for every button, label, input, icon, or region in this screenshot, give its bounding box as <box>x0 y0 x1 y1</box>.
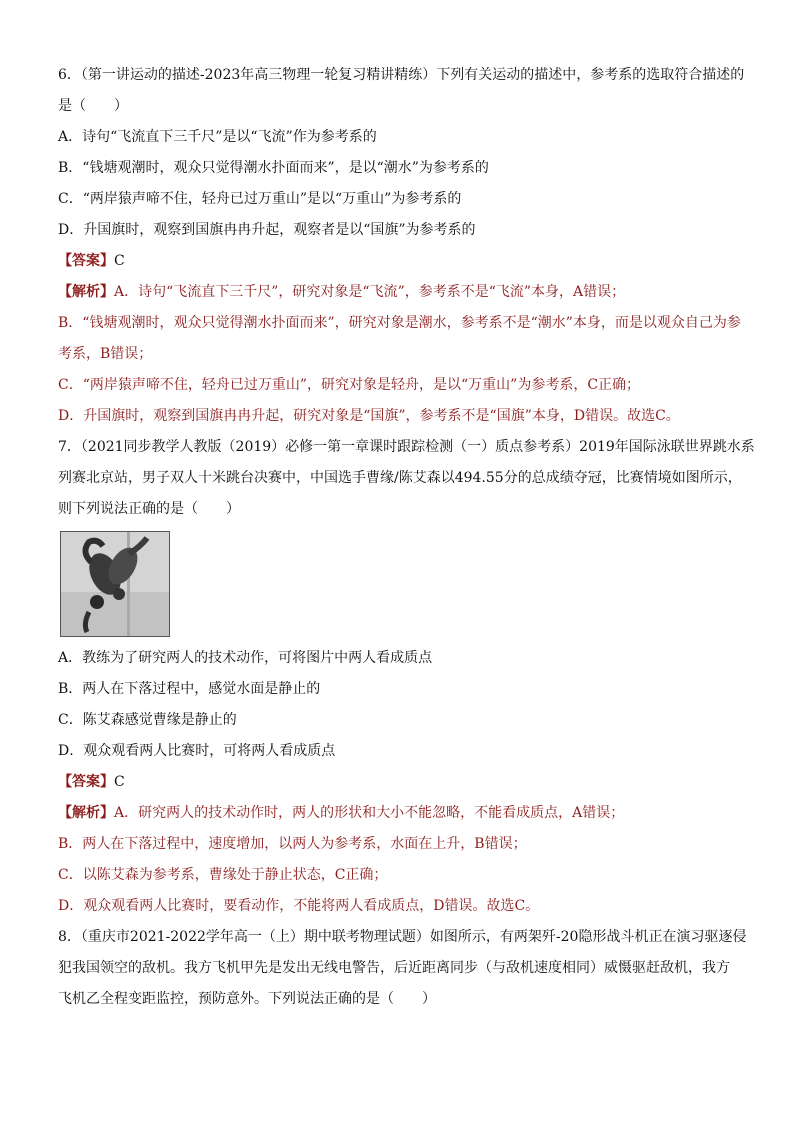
option-d: D．观众观看两人比赛时，可将两人看成质点 <box>58 743 336 759</box>
answer-value: C <box>114 253 125 269</box>
analysis-line: C．以陈艾森为参考系，曹缘处于静止状态，C正确； <box>58 867 388 883</box>
option-c: C．陈艾森感觉曹缘是静止的 <box>58 712 237 728</box>
option-a: A．教练为了研究两人的技术动作，可将图片中两人看成质点 <box>58 650 433 666</box>
analysis-line: C．“两岸猿声啼不住，轻舟已过万重山”，研究对象是轻舟，是以“万重山”为参考系，C正确； <box>58 377 641 393</box>
diving-photo <box>60 531 170 637</box>
question-stem: 列赛北京站，男子双人十米跳台决赛中，中国选手曹缘/陈艾森以494.55分的总成绩夺冠，比赛情境如图所示， <box>58 470 742 486</box>
option-b: B．两人在下落过程中，感觉水面是静止的 <box>58 681 321 697</box>
option-a: A．诗句“飞流直下三千尺”是以“飞流”作为参考系的 <box>58 129 377 145</box>
question-stem: 飞机乙全程变距监控，预防意外。下列说法正确的是（ ） <box>58 991 436 1007</box>
option-b: B．“钱塘观潮时，观众只觉得潮水扑面而来”，是以“潮水”为参考系的 <box>58 160 489 176</box>
analysis-line: D．观众观看两人比赛时，要看动作，不能将两人看成质点，D错误。故选C。 <box>58 898 540 914</box>
analysis-line: D．升国旗时，观察到国旗冉冉升起，研究对象是“国旗”，参考系不是“国旗”本身，D错误。故选C。 <box>58 408 680 424</box>
answer-tag: 【答案】 <box>58 774 114 790</box>
answer-value: C <box>114 774 125 790</box>
option-c: C．“两岸猿声啼不住，轻舟已过万重山”是以“万重山”为参考系的 <box>58 191 462 207</box>
answer-line <box>58 767 744 798</box>
question-6 <box>58 60 744 432</box>
analysis-line: B．两人在下落过程中，速度增加，以两人为参考系，水面在上升，B错误； <box>58 836 527 852</box>
question-7 <box>58 432 755 922</box>
question-stem: 6．（第一讲运动的描述-2023年高三物理一轮复习精讲精练）下列有关运动的描述中，参考系的选取符合描述的 <box>58 67 745 83</box>
question-stem: 7．（2021同步教学人教版（2019）必修一第一章课时跟踪检测（一）质点参考系）2019年国际泳联世界跳水系 <box>58 439 755 455</box>
document-content <box>58 60 755 1015</box>
question-stem: 则下列说法正确的是（ ） <box>58 501 240 517</box>
answer-tag: 【答案】 <box>58 253 114 269</box>
answer-line <box>58 246 744 277</box>
analysis-line: 考系，B错误； <box>58 346 153 362</box>
analysis-tag: 【解析】 <box>58 284 114 300</box>
diving-photo-drawing <box>61 532 169 636</box>
analysis-line: B．“钱塘观潮时，观众只觉得潮水扑面而来”，研究对象是潮水，参考系不是“潮水”本身，而是以观众自己为参 <box>58 315 741 331</box>
analysis-text: A．诗句“飞流直下三千尺”，研究对象是“飞流”，参考系不是“飞流”本身，A错误； <box>114 284 626 300</box>
analysis-tag: 【解析】 <box>58 805 114 821</box>
analysis-line <box>58 798 744 829</box>
option-d: D．升国旗时，观察到国旗冉冉升起，观察者是以“国旗”为参考系的 <box>58 222 476 238</box>
analysis-line <box>58 277 744 308</box>
question-stem: 犯我国领空的敌机。我方飞机甲先是发出无线电警告，后近距离同步（与敌机速度相同）威慑驱赶敌机，我方 <box>58 960 730 976</box>
question-stem: 是（ ） <box>58 98 128 114</box>
question-8 <box>58 922 747 1015</box>
question-stem: 8．（重庆市2021-2022学年高一（上）期中联考物理试题）如图所示，有两架歼-20隐形战斗机正在演习驱逐侵 <box>58 929 747 945</box>
analysis-text: A．研究两人的技术动作时，两人的形状和大小不能忽略，不能看成质点，A错误； <box>114 805 625 821</box>
